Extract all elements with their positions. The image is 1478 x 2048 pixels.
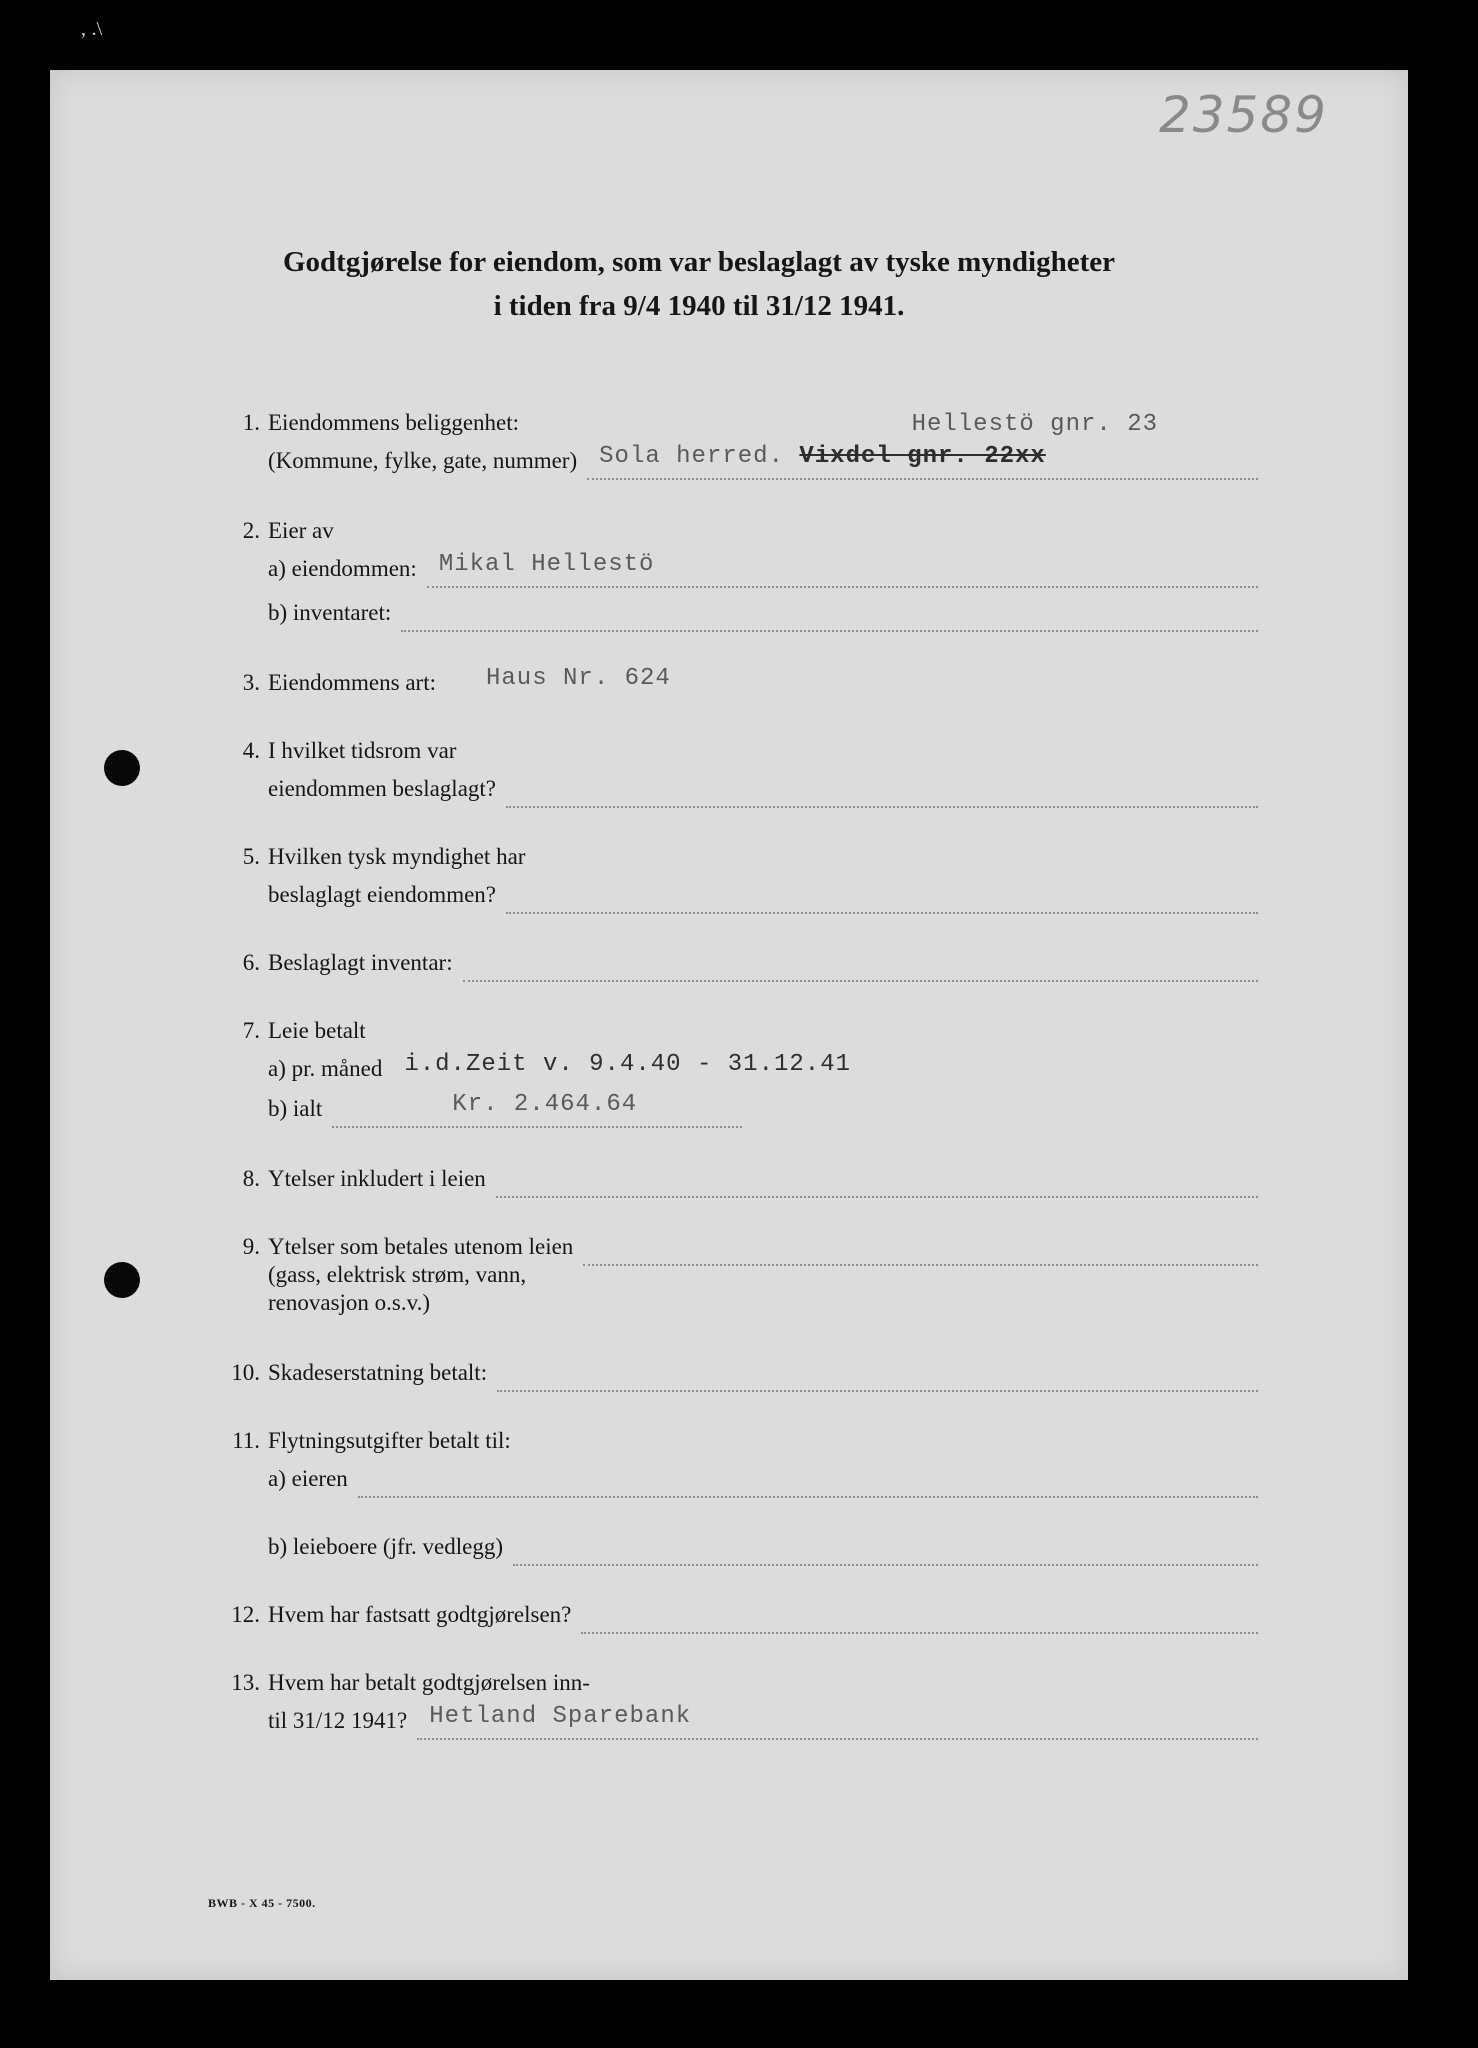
rent-per-month-value: i.d.Zeit v. 9.4.40 - 31.12.41: [404, 1051, 851, 1078]
item-label: (Kommune, fylke, gate, nummer): [268, 448, 578, 473]
item-number: 3.: [242, 670, 260, 695]
item-number: 7.: [242, 1018, 260, 1043]
item-number: 6.: [242, 950, 260, 975]
property-type-value: Haus Nr. 624: [486, 665, 671, 692]
item-number: 13.: [231, 1670, 260, 1695]
owner-property-value: Mikal Hellestö: [438, 551, 655, 578]
item-8-line: [210, 1160, 1258, 1198]
item-label: Eier av: [268, 518, 334, 543]
item-label: beslaglagt eiendommen?: [268, 882, 497, 907]
owner-property-field[interactable]: [427, 551, 1258, 588]
item-label: Beslaglagt inventar:: [268, 950, 453, 975]
german-authority-field[interactable]: [506, 884, 1258, 914]
item-number: 8.: [242, 1166, 260, 1191]
item-5-line-a: [210, 838, 1258, 876]
seizure-period-field[interactable]: [506, 778, 1258, 808]
item-number: 5.: [242, 844, 260, 869]
item-label: (gass, elektrisk strøm, vann,: [268, 1262, 527, 1287]
corner-mark: ‚ .\: [80, 18, 103, 40]
compensation-set-by-field[interactable]: [581, 1604, 1258, 1634]
archive-number: 23589: [1158, 86, 1328, 144]
item-2-line: [210, 512, 1258, 550]
item-7b-line: [210, 1090, 1258, 1128]
item-label: renovasjon o.s.v.): [268, 1290, 431, 1315]
item-10-line: [210, 1354, 1258, 1392]
compensation-paid-by-field[interactable]: [417, 1703, 1258, 1740]
item-7a-line: [210, 1050, 1258, 1088]
item-4-line-a: [210, 732, 1258, 770]
item-9-line-c: [210, 1284, 1258, 1322]
item-label: Hvem har fastsatt godtgjørelsen?: [268, 1602, 572, 1627]
item-13-line-b: [210, 1702, 1258, 1740]
item-number: 12.: [231, 1602, 260, 1627]
punch-hole: [104, 1262, 140, 1298]
item-11-line: [210, 1422, 1258, 1460]
item-label: a) eiendommen:: [268, 556, 417, 581]
compensation-paid-by-value: Hetland Sparebank: [429, 1703, 692, 1730]
location-field[interactable]: [587, 411, 1258, 480]
location-value-top: Hellestö gnr. 23: [911, 411, 1158, 438]
moving-costs-tenants-field[interactable]: [513, 1536, 1258, 1566]
item-label: b) inventaret:: [268, 600, 392, 625]
form-page: [50, 70, 1408, 1980]
item-number: 11.: [232, 1428, 260, 1453]
item-2a-line: [210, 550, 1258, 588]
form-title: [170, 240, 1228, 328]
item-label: Ytelser inkludert i leien: [268, 1166, 486, 1191]
seized-inventory-field[interactable]: [463, 952, 1258, 982]
item-2b-line: [210, 594, 1258, 632]
item-label: a) pr. måned: [268, 1056, 383, 1081]
title-line-2: i tiden fra 9/4 1940 til 31/12 1941.: [493, 290, 905, 322]
item-label: a) eieren: [268, 1466, 348, 1491]
punch-hole: [104, 750, 140, 786]
item-7-line: [210, 1012, 1258, 1050]
item-label: Eiendommens art:: [268, 670, 436, 695]
item-label: eiendommen beslaglagt?: [268, 776, 497, 801]
rent-total-field[interactable]: [332, 1091, 742, 1128]
item-label: Flytningsutgifter betalt til:: [268, 1428, 511, 1453]
item-label: Ytelser som betales utenom leien: [268, 1234, 574, 1259]
rent-per-month-field[interactable]: [392, 1051, 1258, 1088]
item-label: b) leieboere (jfr. vedlegg): [268, 1534, 503, 1559]
item-12-line: [210, 1596, 1258, 1634]
item-label: Leie betalt: [268, 1018, 366, 1043]
rent-total-value: Kr. 2.464.64: [452, 1091, 638, 1118]
print-code: BWB - X 45 - 7500.: [208, 1896, 316, 1910]
item-3-line: [210, 664, 1258, 702]
property-type-field[interactable]: [446, 665, 1258, 702]
item-11a-line: [210, 1460, 1258, 1498]
item-11b-line: [210, 1528, 1258, 1566]
item-number: 9.: [242, 1234, 260, 1259]
item-label: til 31/12 1941?: [268, 1708, 408, 1733]
item-number: 4.: [242, 738, 260, 763]
item-label: Eiendommens beliggenhet:: [268, 410, 520, 435]
item-13-line-a: [210, 1664, 1258, 1702]
damage-compensation-field[interactable]: [497, 1362, 1258, 1392]
item-5-line-b: [210, 876, 1258, 914]
item-label: I hvilket tidsrom var: [268, 738, 457, 763]
owner-inventory-field[interactable]: [401, 602, 1258, 632]
location-municipality: Sola herred.: [599, 443, 784, 470]
item-4-line-b: [210, 770, 1258, 808]
item-6-line: [210, 944, 1258, 982]
included-services-field[interactable]: [496, 1168, 1258, 1198]
item-number: 10.: [231, 1360, 260, 1385]
item-label: Hvem har betalt godtgjørelsen inn-: [268, 1670, 590, 1695]
title-line-1: Godtgjørelse for eiendom, som var beslaglagt av tyske myndigheter: [282, 246, 1116, 278]
moving-costs-owner-field[interactable]: [358, 1468, 1258, 1498]
item-label: Skadeserstatning betalt:: [268, 1360, 488, 1385]
item-number: 2.: [242, 518, 260, 543]
item-number: 1.: [242, 410, 260, 435]
item-label: Hvilken tysk myndighet har: [268, 844, 526, 869]
location-value: [599, 438, 1046, 476]
location-struck-text: Vixdel gnr. 22xx: [799, 443, 1046, 470]
item-label: b) ialt: [268, 1096, 323, 1121]
